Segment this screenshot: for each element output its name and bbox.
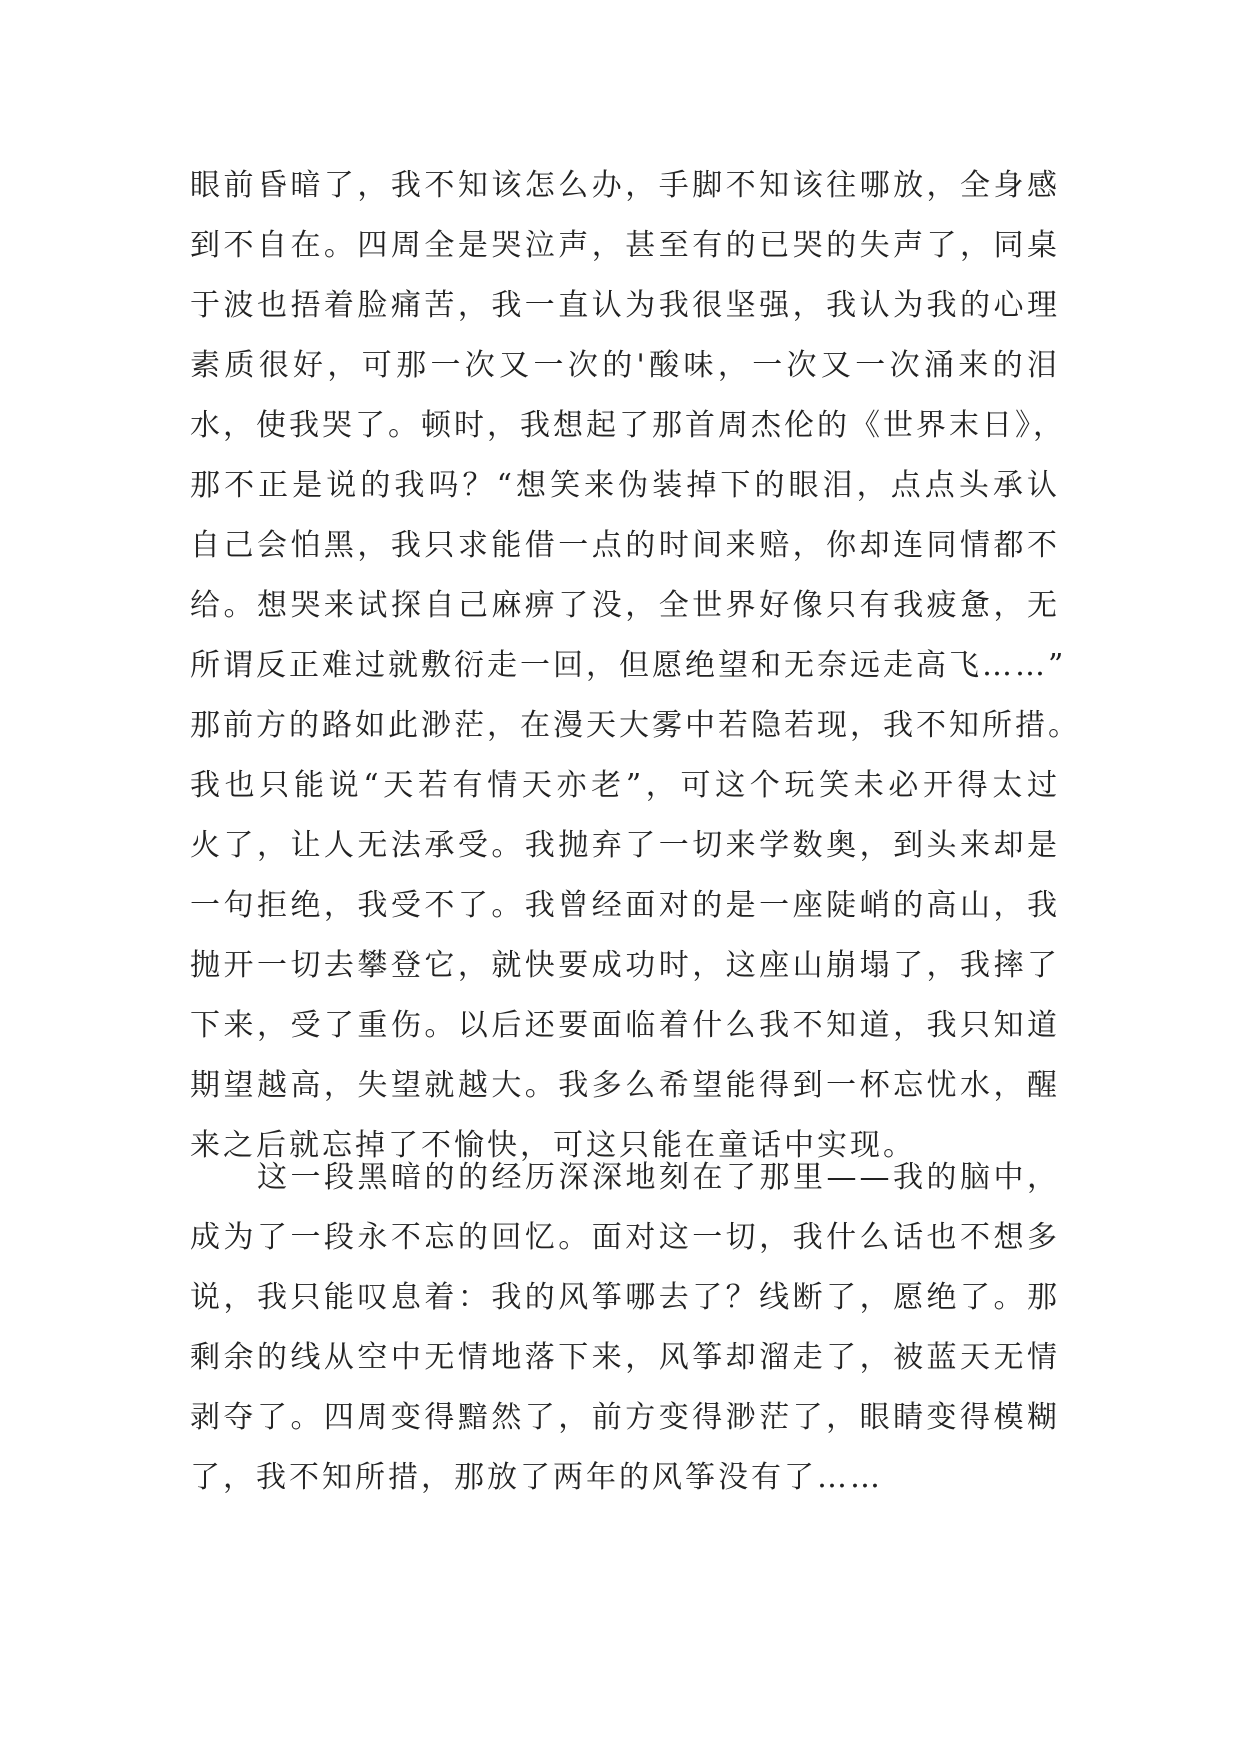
paragraph-line: 那前方的路如此渺茫，在漫天大雾中若隐若现，我不知所措。 <box>190 708 1081 743</box>
paragraph-line: 我也只能说“天若有情天亦老”，可这个玩笑未必开得太过 <box>190 768 1060 803</box>
paragraph-2 <box>190 1148 1060 1508</box>
paragraph-line: 素质很好，可那一次又一次的'酸味，一次又一次涌来的泪 <box>190 348 1060 383</box>
paragraph-line: 来之后就忘掉了不愉快，可这只能在童话中实现。 <box>190 1128 916 1163</box>
paragraph-line: 所谓反正难过就敷衍走一回，但愿绝望和无奈远走高飞……” <box>190 648 1067 683</box>
paragraph-line: 那不正是说的我吗？“想笑来伪装掉下的眼泪，点点头承认 <box>190 468 1060 503</box>
paragraph-line: 了，我不知所措，那放了两年的风筝没有了…… <box>190 1460 883 1495</box>
paragraph-line: 成为了一段永不忘的回忆。面对这一切，我什么话也不想多 <box>190 1220 1060 1255</box>
paragraph-line: 剩余的线从空中无情地落下来，风筝却溜走了，被蓝天无情 <box>190 1340 1060 1375</box>
paragraph-line: 火了，让人无法承受。我抛弃了一切来学数奥，到头来却是 <box>190 828 1060 863</box>
paragraph-line: 到不自在。四周全是哭泣声，甚至有的已哭的失声了，同桌 <box>190 228 1060 263</box>
paragraph-line: 眼前昏暗了，我不知该怎么办，手脚不知该往哪放，全身感 <box>190 168 1060 203</box>
paragraph-line: 下来，受了重伤。以后还要面临着什么我不知道，我只知道 <box>190 1008 1060 1043</box>
paragraph-line: 抛开一切去攀登它，就快要成功时，这座山崩塌了，我摔了 <box>190 948 1060 983</box>
paragraph-line: 说，我只能叹息着：我的风筝哪去了？线断了，愿绝了。那 <box>190 1280 1060 1315</box>
paragraph-line: 水，使我哭了。顿时，我想起了那首周杰伦的《世界末日》， <box>190 408 1066 443</box>
paragraph-line: 一句拒绝，我受不了。我曾经面对的是一座陡峭的高山，我 <box>190 888 1060 923</box>
paragraph-line: 自己会怕黑，我只求能借一点的时间来赔，你却连同情都不 <box>190 528 1060 563</box>
paragraph-line: 给。想哭来试探自己麻痹了没，全世界好像只有我疲惫，无 <box>190 588 1060 623</box>
paragraph-1 <box>190 156 1081 1176</box>
paragraph-line: 于波也捂着脸痛苦，我一直认为我很坚强，我认为我的心理 <box>190 288 1060 323</box>
paragraph-line: 剥夺了。四周变得黯然了，前方变得渺茫了，眼睛变得模糊 <box>190 1400 1060 1435</box>
paragraph-line: 期望越高，失望就越大。我多么希望能得到一杯忘忧水，醒 <box>190 1068 1060 1103</box>
paragraph-line: 这一段黑暗的的经历深深地刻在了那里——我的脑中， <box>190 1160 1060 1195</box>
